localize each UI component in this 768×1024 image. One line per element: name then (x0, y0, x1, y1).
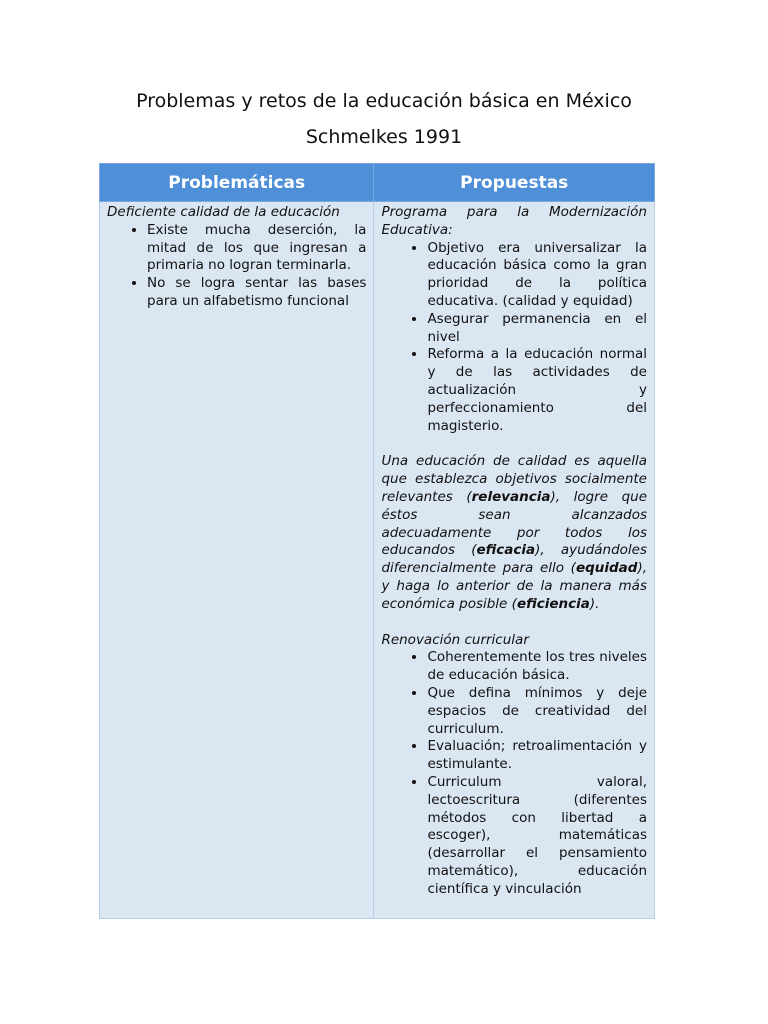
comparison-table (99, 163, 655, 919)
quality-definition: Una educación de calidad es aquella que establezca objetivos socialmente relevantes (relevancia), logre que éstos sean alcanzados adecuadamente por todos los educandos (eficacia), ayudándoles diferencialmente para ello (equidad), y haga lo anterior de la manera más económica posible (eficiencia). (381, 453, 648, 612)
list-item: • No se logra sentar las bases para un alfabetismo funcional (147, 275, 366, 311)
list-item: • Existe mucha deserción, la mitad de los que ingresan a primaria no logran terminarla. (147, 222, 366, 275)
keyword-eficiencia: eficiencia (516, 595, 590, 612)
propuestas-cell (374, 202, 655, 919)
document-title: Problemas y retos de la educación básica en México (136, 90, 632, 112)
problem-list (107, 222, 366, 311)
list-item: • Asegurar permanencia en el nivel (427, 311, 647, 347)
keyword-equidad: equidad (575, 560, 638, 577)
list-item: • Curriculum valoral, lectoescritura (diferentes métodos con libertad a escoger), matemáticas (desarrollar el pensamiento matemático), educación científica y vinculación (427, 774, 647, 899)
list-item: • Evaluación; retroalimentación y estimulante. (427, 738, 647, 774)
keyword-relevancia: relevancia (471, 488, 551, 505)
program-heading: Programa para la Modernización Educativa: (381, 204, 647, 238)
curricular-list (381, 649, 647, 898)
list-item: • Reforma a la educación normal y de las actividades de actualización y perfeccionamiento del magisterio. (427, 346, 647, 435)
list-item: • Que defina mínimos y deje espacios de creatividad del curriculum. (427, 685, 647, 738)
table-row (100, 202, 655, 919)
header-propuestas: Propuestas (374, 164, 655, 202)
document-subtitle: Schmelkes 1991 (305, 126, 463, 148)
keyword-eficacia: eficacia (476, 542, 536, 559)
problem-heading: Deficiente calidad de la educación (107, 204, 340, 220)
table-header-row (100, 164, 655, 202)
curricular-heading: Renovación curricular (381, 631, 529, 648)
list-item: • Objetivo era universalizar la educación básica como la gran prioridad de la política educativa. (calidad y equidad) (427, 240, 647, 311)
program-list (381, 240, 647, 436)
problematicas-cell (100, 202, 374, 919)
header-problematicas: Problemáticas (100, 164, 374, 202)
list-item: • Coherentemente los tres niveles de educación básica. (427, 649, 647, 685)
